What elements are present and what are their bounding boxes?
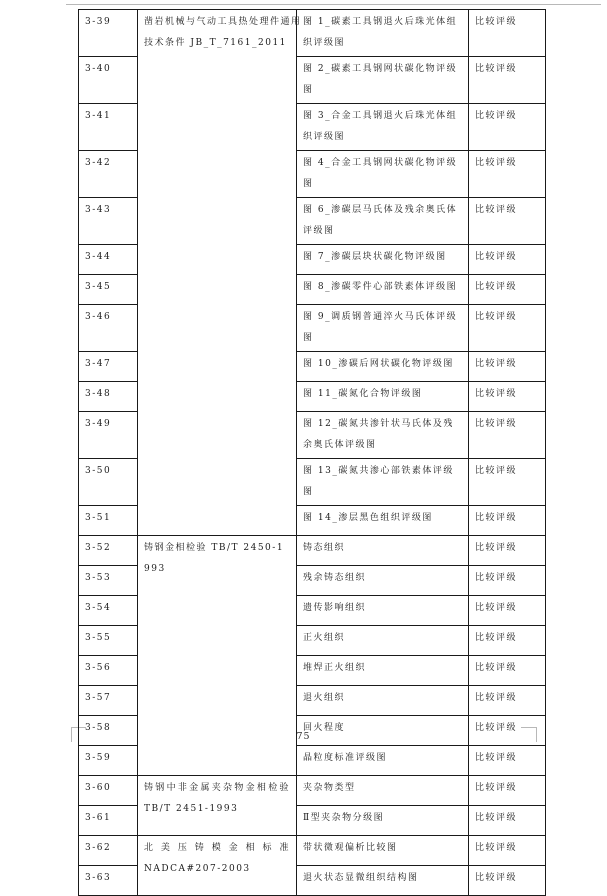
rating-cell: 比较评级 [469, 536, 546, 566]
item-description-cell: 图 13_碳氮共渗心部铁素体评级图 [297, 459, 469, 506]
row-code-cell: 3-60 [79, 776, 138, 806]
row-code-cell: 3-54 [79, 596, 138, 626]
item-description-cell: 图 1_碳素工具钢退火后珠光体组织评级图 [297, 10, 469, 57]
row-code-cell: 3-43 [79, 198, 138, 245]
item-description-cell: Ⅱ型夹杂物分级图 [297, 806, 469, 836]
row-code-cell: 3-53 [79, 566, 138, 596]
item-description-cell: 正火组织 [297, 626, 469, 656]
standards-rating-table [78, 9, 546, 896]
item-description-cell: 退火状态显微组织结构图 [297, 866, 469, 896]
rating-cell: 比较评级 [469, 10, 546, 57]
standard-name-cell [138, 776, 297, 836]
row-code-cell: 3-45 [79, 275, 138, 305]
standard-name-line: 北美压铸模金相标准 [144, 843, 290, 853]
item-description-cell: 夹杂物类型 [297, 776, 469, 806]
row-code-cell: 3-49 [79, 412, 138, 459]
rating-cell: 比较评级 [469, 57, 546, 104]
rating-cell: 比较评级 [469, 151, 546, 198]
row-code-cell: 3-39 [79, 10, 138, 57]
standard-name-line: NADCA#207-2003 [144, 864, 251, 874]
row-code-cell: 3-56 [79, 656, 138, 686]
item-description-cell: 晶粒度标准评级图 [297, 746, 469, 776]
row-code-cell: 3-40 [79, 57, 138, 104]
row-code-cell: 3-61 [79, 806, 138, 836]
rating-cell: 比较评级 [469, 382, 546, 412]
item-description-cell: 图 3_合金工具钢退火后珠光体组织评级图 [297, 104, 469, 151]
rating-cell: 比较评级 [469, 656, 546, 686]
item-description-cell: 图 2_碳素工具钢网状碳化物评级图 [297, 57, 469, 104]
standard-name-line: 铸钢金相检验 TB/T 2450-1993 [144, 543, 285, 574]
row-code-cell: 3-41 [79, 104, 138, 151]
row-code-cell: 3-63 [79, 866, 138, 896]
item-description-cell: 图 8_渗碳零件心部铁素体评级图 [297, 275, 469, 305]
item-description-cell: 带状微观偏析比较图 [297, 836, 469, 866]
rating-cell: 比较评级 [469, 806, 546, 836]
row-code-cell: 3-55 [79, 626, 138, 656]
rating-cell: 比较评级 [469, 275, 546, 305]
item-description-cell: 残余铸态组织 [297, 566, 469, 596]
item-description-cell: 遗传影响组织 [297, 596, 469, 626]
row-code-cell: 3-52 [79, 536, 138, 566]
rating-cell: 比较评级 [469, 506, 546, 536]
rating-cell: 比较评级 [469, 596, 546, 626]
rating-cell: 比较评级 [469, 104, 546, 151]
item-description-cell: 图 10_渗碳后网状碳化物评级图 [297, 352, 469, 382]
standard-name-line: 铸钢中非金属夹杂物金相检验 [144, 783, 290, 793]
item-description-cell: 铸态组织 [297, 536, 469, 566]
rating-cell: 比较评级 [469, 245, 546, 275]
text-boundary-top-line [66, 4, 601, 5]
rating-cell: 比较评级 [469, 566, 546, 596]
item-description-cell: 图 14_渗层黑色组织评级图 [297, 506, 469, 536]
item-description-cell: 图 12_碳氮共渗针状马氏体及残余奥氏体评级图 [297, 412, 469, 459]
page-number: 75 [296, 731, 311, 742]
item-description-cell: 堆焊正火组织 [297, 656, 469, 686]
rating-cell: 比较评级 [469, 305, 546, 352]
standard-name-cell [138, 10, 302, 536]
standard-name-line: 凿岩机械与气动工具热处理件通用 [144, 17, 302, 27]
rating-cell: 比较评级 [469, 459, 546, 506]
row-code-cell: 3-47 [79, 352, 138, 382]
rating-cell: 比较评级 [469, 412, 546, 459]
item-description-cell: 图 11_碳氮化合物评级图 [297, 382, 469, 412]
item-description-cell: 图 4_合金工具钢网状碳化物评级图 [297, 151, 469, 198]
row-code-cell: 3-48 [79, 382, 138, 412]
table-row [79, 836, 546, 866]
standard-name-line: 技术条件 JB_T_7161_2011 [144, 38, 287, 48]
item-description-cell: 图 9_调质钢普通淬火马氏体评级图 [297, 305, 469, 352]
table-row [79, 536, 546, 566]
row-code-cell: 3-57 [79, 686, 138, 716]
standard-name-line: TB/T 2451-1993 [144, 804, 239, 814]
item-description-cell: 退火组织 [297, 686, 469, 716]
standard-name-cell [138, 836, 297, 896]
row-code-cell: 3-50 [79, 459, 138, 506]
item-description-cell: 回火程度 [297, 716, 469, 746]
rating-cell: 比较评级 [469, 866, 546, 896]
row-code-cell: 3-46 [79, 305, 138, 352]
rating-cell: 比较评级 [469, 352, 546, 382]
row-code-cell: 3-42 [79, 151, 138, 198]
item-description-cell: 图 7_渗碳层块状碳化物评级图 [297, 245, 469, 275]
rating-cell: 比较评级 [469, 686, 546, 716]
rating-cell: 比较评级 [469, 836, 546, 866]
row-code-cell: 3-58 [79, 716, 138, 746]
table-row [79, 776, 546, 806]
item-description-cell: 图 6_渗碳层马氏体及残余奥氏体评级图 [297, 198, 469, 245]
row-code-cell: 3-51 [79, 506, 138, 536]
row-code-cell: 3-59 [79, 746, 138, 776]
row-code-cell: 3-62 [79, 836, 138, 866]
rating-cell: 比较评级 [469, 776, 546, 806]
table-row [79, 10, 546, 57]
rating-cell: 比较评级 [469, 716, 546, 746]
rating-cell: 比较评级 [469, 198, 546, 245]
row-code-cell: 3-44 [79, 245, 138, 275]
rating-cell: 比较评级 [469, 626, 546, 656]
rating-cell: 比较评级 [469, 746, 546, 776]
